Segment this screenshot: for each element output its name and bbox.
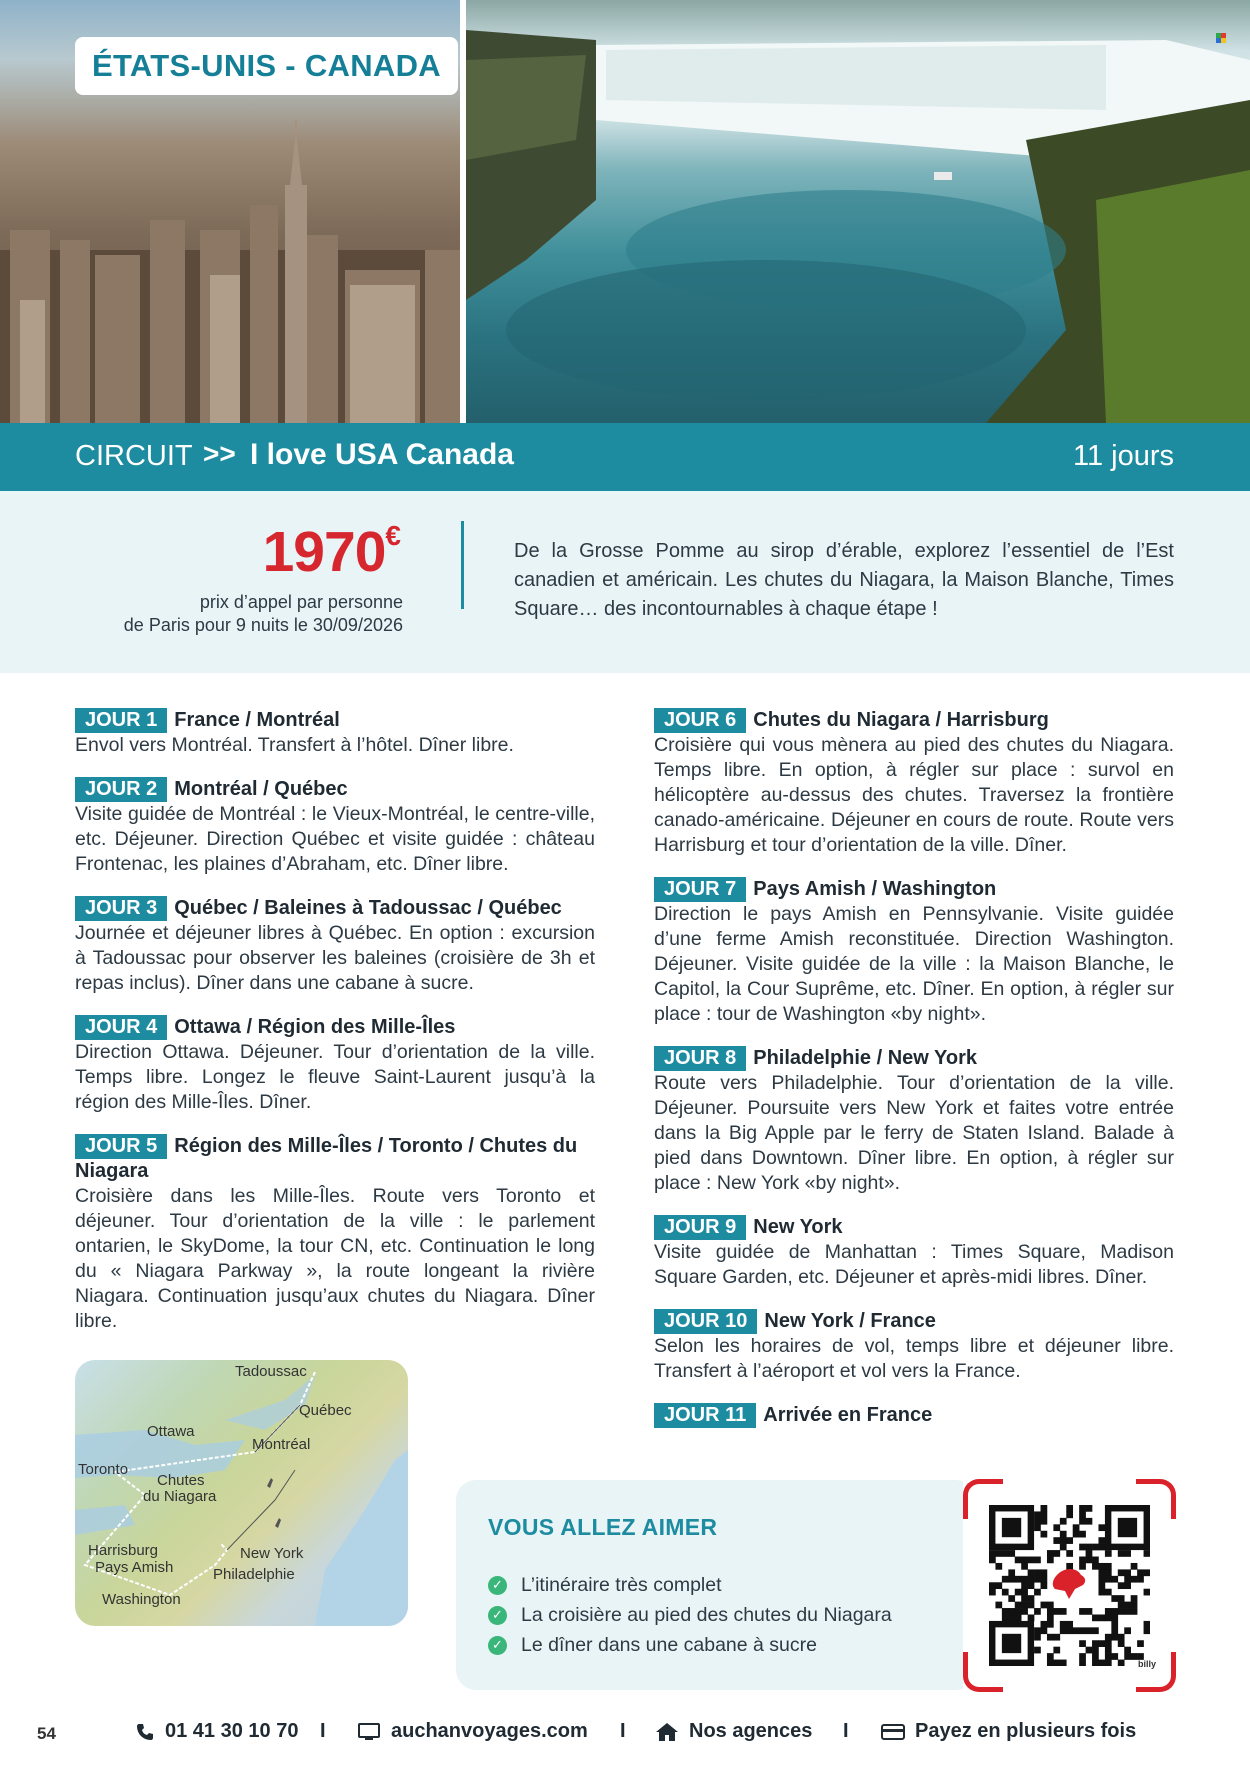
day-heading bbox=[654, 877, 1174, 902]
day-description: Direction Ottawa. Déjeuner. Tour d’orientation de la ville. Temps libre. Longez le fleuve Saint-Laurent jusqu’à la région des Mille-Îles. Dîner. bbox=[75, 1041, 595, 1113]
day-title: Philadelphie / New York bbox=[753, 1047, 978, 1069]
map-label-niagara: du Niagara bbox=[143, 1488, 217, 1505]
day-description: Route vers Philadelphie. Tour d’orientation de la ville. Déjeuner. Poursuite vers New York et faites votre entrée dans la Big Apple par le ferry de Staten Island. Balade à pied dans Downtown. Dîner libre. En option, à régler sur place : New York «by night». bbox=[654, 1072, 1174, 1194]
payment-label: Payez en plusieurs fois bbox=[915, 1720, 1137, 1742]
page-number: 54 bbox=[37, 1724, 56, 1743]
check-icon: ✓ bbox=[488, 1636, 507, 1655]
price-line-1: prix d’appel par personne bbox=[199, 592, 403, 612]
phone-icon bbox=[135, 1722, 155, 1742]
page-footer bbox=[0, 1718, 1250, 1748]
price-currency: € bbox=[385, 520, 400, 551]
day-badge: JOUR 6 bbox=[654, 708, 746, 733]
day-description: Selon les horaires de vol, temps libre et déjeuner libre. Transfert à l’aéroport et vol vers la France. bbox=[654, 1335, 1174, 1382]
route-map bbox=[75, 1360, 408, 1626]
itinerary-day bbox=[654, 1403, 1174, 1428]
day-title: France / Montréal bbox=[174, 709, 340, 731]
price-conditions bbox=[73, 591, 403, 637]
day-heading bbox=[654, 1215, 1174, 1240]
day-badge: JOUR 7 bbox=[654, 877, 746, 902]
day-badge: JOUR 2 bbox=[75, 777, 167, 802]
circuit-header bbox=[0, 423, 1250, 491]
qr-brand: billy bbox=[1137, 1659, 1156, 1669]
day-badge: JOUR 4 bbox=[75, 1015, 167, 1040]
highlights-list bbox=[488, 1570, 892, 1660]
itinerary-day bbox=[654, 877, 1174, 1027]
highlight-text: L’itinéraire très complet bbox=[521, 1574, 722, 1596]
day-title: Pays Amish / Washington bbox=[753, 878, 997, 900]
agencies-link[interactable] bbox=[655, 1720, 812, 1743]
day-title: Québec / Baleines à Tadoussac / Québec bbox=[174, 897, 562, 919]
map-label-pays-amish: Pays Amish bbox=[95, 1559, 174, 1576]
home-icon bbox=[655, 1722, 679, 1742]
circuit-duration: 11 jours bbox=[1072, 440, 1174, 472]
destination-tag: ÉTATS-UNIS - CANADA bbox=[75, 37, 458, 95]
itinerary-day bbox=[75, 708, 595, 758]
map-label-new-york: New York bbox=[240, 1545, 304, 1562]
day-title: New York bbox=[753, 1216, 843, 1238]
day-badge: JOUR 10 bbox=[654, 1309, 757, 1334]
map-label-tadoussac: Tadoussac bbox=[235, 1363, 307, 1380]
day-description: Direction le pays Amish en Pennsylvanie. Visite guidée d’une ferme Amish reconstituée. Direction Washington. Déjeuner. Visite guidée de la ville : la Maison Blanche, le Capitol, la Cour Suprême, etc. Dîner. En option, à régler sur place : tour de Washington «by night». bbox=[654, 903, 1174, 1025]
day-title: Région des Mille-Îles / Toronto / Chutes du Niagara bbox=[75, 1135, 578, 1182]
day-heading bbox=[654, 1403, 1174, 1428]
day-description: Croisière qui vous mènera au pied des chutes du Niagara. Temps libre. En option, à régler sur place : survol en hélicoptère au-dessus des chutes. Traversez la frontière canado-américaine. Déjeuner en cours de route. Route vers Harrisburg et tour d’orientation de la ville. Dîner. bbox=[654, 734, 1174, 856]
day-description: Croisière dans les Mille-Îles. Route vers Toronto et déjeuner. Tour d’orientation de la ville : le parlement ontarien, le SkyDome, la tour CN, etc. Continuation le long du « Niagara Parkway », la route longeant la rivière Niagara. Continuation jusqu’aux chutes du Niagara. Dîner libre. bbox=[75, 1185, 595, 1332]
itinerary-day bbox=[75, 896, 595, 996]
agencies-label: Nos agences bbox=[689, 1720, 813, 1742]
price-line-2: de Paris pour 9 nuits le 30/09/2026 bbox=[123, 615, 403, 635]
highlights-box bbox=[456, 1480, 976, 1690]
day-heading bbox=[654, 1046, 1174, 1071]
price-band bbox=[0, 491, 1250, 673]
map-label-washington: Washington bbox=[102, 1591, 181, 1608]
day-title: New York / France bbox=[764, 1310, 936, 1332]
vertical-divider bbox=[461, 521, 464, 609]
niagara-falls-photo bbox=[466, 0, 1250, 423]
circuit-name: I love USA Canada bbox=[250, 438, 514, 471]
day-heading bbox=[75, 1134, 595, 1184]
day-heading bbox=[75, 1015, 595, 1040]
day-badge: JOUR 5 bbox=[75, 1134, 167, 1159]
price-amount bbox=[263, 519, 400, 585]
circuit-label: CIRCUIT bbox=[75, 440, 193, 472]
day-title: Ottawa / Région des Mille-Îles bbox=[174, 1016, 456, 1038]
highlight-item bbox=[488, 1600, 892, 1630]
day-badge: JOUR 11 bbox=[654, 1403, 756, 1428]
check-icon: ✓ bbox=[488, 1576, 507, 1595]
day-heading bbox=[654, 708, 1174, 733]
monitor-icon bbox=[357, 1722, 381, 1742]
day-title: Arrivée en France bbox=[763, 1404, 933, 1426]
website-url: auchanvoyages.com bbox=[391, 1720, 588, 1742]
hero-banner bbox=[0, 0, 1250, 423]
day-heading bbox=[75, 708, 595, 733]
map-label-toronto: Toronto bbox=[78, 1461, 129, 1478]
map-label-chutes: Chutes bbox=[157, 1472, 205, 1489]
footer-separator: I bbox=[620, 1720, 626, 1742]
highlight-item bbox=[488, 1630, 892, 1660]
color-mark-icon bbox=[1216, 33, 1226, 43]
itinerary-day bbox=[654, 708, 1174, 858]
day-description: Visite guidée de Montréal : le Vieux-Montréal, le centre-ville, etc. Déjeuner. Direction Québec et visite guidée : château Frontenac, les plaines d’Abraham, etc. Dîner libre. bbox=[75, 803, 595, 875]
footer-separator: I bbox=[843, 1720, 849, 1742]
itinerary-day bbox=[75, 777, 595, 877]
phone-link[interactable] bbox=[135, 1720, 298, 1743]
itinerary-day bbox=[654, 1046, 1174, 1196]
website-link[interactable] bbox=[357, 1720, 588, 1743]
day-title: Chutes du Niagara / Harrisburg bbox=[753, 709, 1049, 731]
payment-link[interactable] bbox=[881, 1720, 1136, 1743]
price-value: 1970 bbox=[262, 520, 386, 584]
map-label-montreal: Montréal bbox=[252, 1436, 311, 1453]
highlights-title: VOUS ALLEZ AIMER bbox=[488, 1514, 718, 1540]
day-heading bbox=[75, 777, 595, 802]
intro-text: De la Grosse Pomme au sirop d’érable, explorez l’essentiel de l’Est canadien et américain. Les chutes du Niagara, la Maison Blanche, Times Square… des incontournables à chaque étape ! bbox=[514, 540, 1174, 620]
highlight-text: La croisière au pied des chutes du Niagara bbox=[521, 1604, 892, 1626]
itinerary-right-column bbox=[654, 708, 1174, 1447]
day-badge: JOUR 3 bbox=[75, 896, 167, 921]
day-badge: JOUR 1 bbox=[75, 708, 167, 733]
day-title: Montréal / Québec bbox=[174, 778, 348, 800]
itinerary-day bbox=[75, 1134, 595, 1334]
itinerary-day bbox=[654, 1309, 1174, 1384]
itinerary-day bbox=[654, 1215, 1174, 1290]
itinerary-day bbox=[75, 1015, 595, 1115]
highlight-item bbox=[488, 1570, 892, 1600]
day-badge: JOUR 9 bbox=[654, 1215, 746, 1240]
map-label-quebec: Québec bbox=[299, 1402, 352, 1419]
qr-pattern bbox=[989, 1505, 1150, 1666]
day-badge: JOUR 8 bbox=[654, 1046, 746, 1071]
phone-number: 01 41 30 10 70 bbox=[165, 1720, 299, 1742]
day-heading bbox=[75, 896, 595, 921]
check-icon: ✓ bbox=[488, 1606, 507, 1625]
highlight-text: Le dîner dans une cabane à sucre bbox=[521, 1634, 817, 1656]
day-description: Envol vers Montréal. Transfert à l’hôtel. Dîner libre. bbox=[75, 734, 514, 756]
day-description: Visite guidée de Manhattan : Times Square, Madison Square Garden, etc. Déjeuner et après-midi libres. Dîner. bbox=[654, 1241, 1174, 1288]
map-label-ottawa: Ottawa bbox=[147, 1423, 195, 1440]
footer-separator: I bbox=[320, 1720, 326, 1742]
qr-code[interactable] bbox=[963, 1479, 1176, 1692]
itinerary-left-column bbox=[75, 708, 595, 1353]
map-label-harrisburg: Harrisburg bbox=[88, 1542, 159, 1559]
chevron-right-icon: >> bbox=[203, 438, 236, 469]
credit-card-icon bbox=[881, 1722, 905, 1742]
day-heading bbox=[654, 1309, 1174, 1334]
day-description: Journée et déjeuner libres à Québec. En option : excursion à Tadoussac pour observer les baleines (croisière de 3h et repas inclus). Dîner dans une cabane à sucre. bbox=[75, 922, 595, 994]
map-label-philadelphie: Philadelphie bbox=[213, 1566, 295, 1583]
